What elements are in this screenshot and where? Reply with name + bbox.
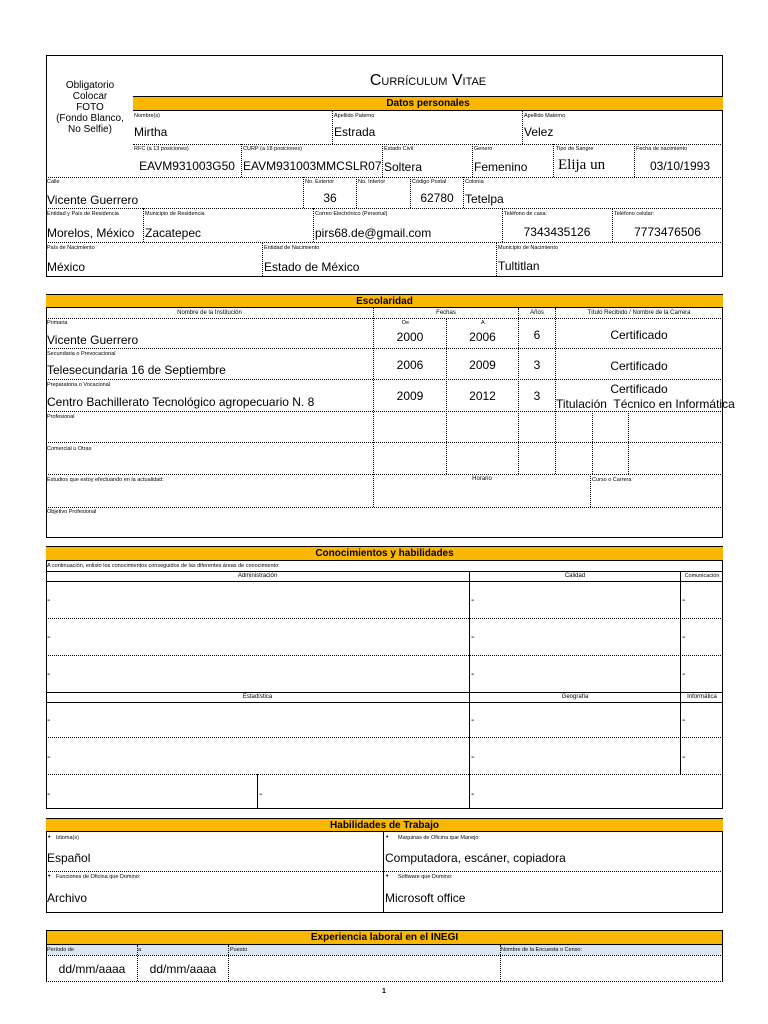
page-title: Currículum Vitae — [369, 72, 487, 89]
fecha-nacimiento-label: Fecha de nacimiento — [636, 146, 688, 152]
esc-titulo-2[interactable]: Titulación Técnico en Informática — [556, 397, 735, 411]
escolaridad-header: Escolaridad — [46, 294, 723, 308]
encuesta-label: Nombre de la Encuesta o Censo: — [501, 947, 583, 953]
esc-desde[interactable]: 2006 — [396, 358, 424, 372]
apellido-paterno-value[interactable]: Estrada — [334, 125, 376, 139]
bullet: • — [386, 873, 389, 880]
correo-label: Correo Electrónico (Personal) — [315, 211, 388, 217]
esc-desde[interactable]: 2009 — [396, 389, 424, 403]
dash[interactable]: - — [682, 752, 686, 763]
maquinas-value[interactable]: Computadora, escáner, copiadora — [385, 851, 566, 865]
telefono-celular-value[interactable]: 7773476506 — [634, 225, 701, 239]
idioma-value[interactable]: Español — [47, 851, 91, 865]
calle-value[interactable]: Vicente Guerrero — [47, 193, 139, 207]
telefono-celular-label: Teléfono celular: — [614, 211, 655, 217]
calle-label: Calle — [47, 179, 60, 185]
curso-carrera-label: Curso o Carrera — [592, 477, 632, 483]
col-fechas: Fechas — [436, 310, 456, 316]
apellido-materno-label: Apellido Materno — [524, 113, 566, 119]
maquinas-label: Maquinas de Oficina que Manejo: — [398, 835, 480, 841]
col-informatica: Informática — [687, 694, 717, 700]
idioma-label: Idioma(s) — [56, 835, 79, 841]
conocimientos-header: Conocimientos y habilidades — [46, 546, 723, 561]
fecha-nacimiento-value[interactable]: 03/10/1993 — [649, 159, 711, 173]
esc-a-label: A — [481, 320, 485, 326]
horario-label: Horario — [472, 476, 492, 482]
curp-value[interactable]: EAVM931003MMCSLR07 — [243, 159, 382, 173]
esc-hasta[interactable]: 2009 — [469, 358, 496, 372]
genero-value[interactable]: Femenino — [474, 160, 528, 174]
tipo-sangre-select[interactable]: Elija un — [558, 157, 606, 173]
photo-placeholder[interactable] — [47, 80, 133, 135]
esc-row-label: Preparatoria o Vocacional — [47, 382, 110, 388]
dash[interactable]: - — [682, 669, 686, 680]
rfc-label: RFC (a 13 posiciones) — [134, 146, 189, 152]
col-comunicacion: Comunicación — [684, 573, 720, 579]
pais-nacimiento-value[interactable]: México — [47, 260, 86, 274]
col-institucion: Nombre de la Institución — [177, 310, 242, 316]
genero-label: Genero — [474, 146, 493, 152]
pais-nacimiento-label: País de Nacimiento — [47, 245, 95, 251]
dash[interactable]: - — [47, 669, 51, 680]
dash[interactable]: - — [47, 789, 51, 800]
municipio-nacimiento-label: Municipio de Nacimiento — [498, 245, 558, 251]
dash[interactable]: - — [471, 789, 475, 800]
dash[interactable]: - — [471, 752, 475, 763]
no-exterior-label: No. Exterior — [305, 179, 335, 185]
municipio-nacimiento-value[interactable]: Tultitlan — [498, 259, 540, 273]
entidad-residencia-label: Entidad y País de Residencia — [47, 211, 119, 217]
dash[interactable]: - — [47, 715, 51, 726]
colonia-label: Colonia — [465, 179, 484, 185]
col-calidad: Calidad — [564, 573, 586, 579]
dash[interactable]: - — [471, 715, 475, 726]
conocimientos-intro: A continuación, enlisto los conocimientos conseguidos de las diferentes áreas de conocimiento: — [47, 563, 280, 569]
esc-desde[interactable]: 2000 — [396, 330, 424, 344]
curp-label: CURP (a 18 posiciones) — [243, 146, 302, 152]
puesto-label: Puesto — [230, 947, 248, 953]
habilidades-header: Habilidades de Trabajo — [46, 818, 723, 832]
periodo-label: Período de — [47, 947, 74, 953]
telefono-casa-value[interactable]: 7343435126 — [523, 225, 591, 239]
codigo-postal-value[interactable]: 62780 — [420, 191, 454, 205]
periodo-hasta[interactable]: dd/mm/aaaa — [149, 962, 217, 976]
estudios-actuales-label: Estudios que estoy efectuando en la actualidad: — [47, 477, 164, 483]
esc-hasta[interactable]: 2006 — [469, 330, 496, 344]
no-interior-label: No. Interior — [358, 179, 386, 185]
bullet: • — [48, 834, 51, 841]
municipio-residencia-value[interactable]: Zacatepec — [145, 226, 202, 240]
tipo-sangre-label: Tipo de Sangre — [556, 146, 594, 152]
esc-institucion[interactable]: Vicente Guerrero — [47, 333, 139, 347]
entidad-residencia-value[interactable]: Morelos, México — [47, 226, 135, 240]
dash[interactable]: - — [471, 669, 475, 680]
col-geografia: Geografía — [561, 694, 589, 700]
esc-row-label: Secundaria o Prevocacional — [47, 351, 116, 357]
dash[interactable]: - — [471, 632, 475, 643]
correo-value[interactable]: pirs68.de@gmail.com — [315, 226, 432, 240]
photo-note-line: Obligatorio — [65, 80, 115, 91]
codigo-postal-label: Código Postal — [412, 179, 447, 185]
software-value[interactable]: Microsoft office — [385, 891, 466, 905]
esc-hasta[interactable]: 2012 — [469, 389, 496, 403]
dash[interactable]: - — [47, 752, 51, 763]
apellido-materno-value[interactable]: Velez — [524, 125, 554, 139]
funciones-label: Funciones de Oficina que Domino: — [56, 874, 141, 880]
photo-note-line: Colocar — [72, 91, 108, 102]
photo-note-line: (Fondo Blanco, — [56, 113, 124, 124]
personal-header: Datos personales — [133, 96, 723, 111]
esc-institucion[interactable]: Telesecundaria 16 de Septiembre — [47, 363, 226, 377]
col-administracion: Administración — [237, 573, 278, 579]
nombre-value[interactable]: Mirtha — [134, 125, 168, 139]
software-label: Software que Domino: — [398, 874, 453, 880]
dash[interactable]: - — [682, 632, 686, 643]
conocimientos-section — [46, 546, 723, 809]
bullet: • — [386, 834, 389, 841]
esc-titulo[interactable]: Certificado — [610, 328, 668, 342]
esc-row-label: Comercial u Otras — [47, 446, 92, 452]
apellido-paterno-label: Apellido Paterno — [334, 113, 375, 119]
esc-row-label: Primaria — [47, 320, 68, 326]
dash[interactable]: - — [259, 789, 263, 800]
telefono-casa-label: Teléfono de casa: — [504, 211, 548, 217]
nombre-label: Nombre(s) — [134, 113, 160, 119]
esc-institucion[interactable]: Centro Bachillerato Tecnológico agropecuario N. 8 — [47, 395, 315, 409]
rfc-value[interactable]: EAVM931003G50 — [139, 159, 235, 173]
esc-de-label: De — [402, 320, 410, 326]
dash[interactable]: - — [682, 595, 686, 606]
dash[interactable]: - — [471, 595, 475, 606]
page-number: 1 — [382, 988, 386, 995]
colonia-value[interactable]: Tetelpa — [465, 192, 504, 206]
esc-row-label: Profesional — [47, 414, 75, 420]
entidad-nacimiento-label: Entidad de Nacimiento — [264, 245, 320, 251]
dash[interactable]: - — [47, 595, 51, 606]
funciones-value[interactable]: Archivo — [47, 891, 88, 905]
experiencia-header: Experiencia laboral en el INEGI — [46, 930, 723, 945]
no-exterior-value[interactable]: 36 — [323, 191, 337, 205]
photo-note-line: No Selfie) — [68, 124, 112, 135]
estado-civil-label: Estado Civil — [384, 146, 414, 152]
entidad-nacimiento-value[interactable]: Estado de México — [264, 260, 360, 274]
esc-anios[interactable]: 6 — [533, 328, 541, 342]
col-titulo: Título Recibido / Nombre de la Carrera — [587, 310, 691, 316]
esc-anios[interactable]: 3 — [533, 389, 541, 403]
bullet: • — [48, 873, 51, 880]
photo-note-line: FOTO — [76, 102, 104, 113]
dash[interactable]: - — [47, 632, 51, 643]
estado-civil-value[interactable]: Soltera — [384, 160, 423, 174]
dash[interactable]: - — [682, 715, 686, 726]
periodo-desde[interactable]: dd/mm/aaaa — [58, 962, 126, 976]
esc-anios[interactable]: 3 — [533, 358, 541, 372]
col-estadistica: Estadística — [242, 694, 273, 700]
esc-titulo[interactable]: Certificado — [610, 382, 668, 396]
esc-titulo[interactable]: Certificado — [610, 359, 668, 373]
municipio-residencia-label: Municipio de Residencia — [145, 211, 205, 217]
col-anios: Años — [530, 310, 544, 316]
objetivo-label: Objetivo Profesional — [47, 509, 97, 515]
a-label: a — [138, 947, 142, 953]
